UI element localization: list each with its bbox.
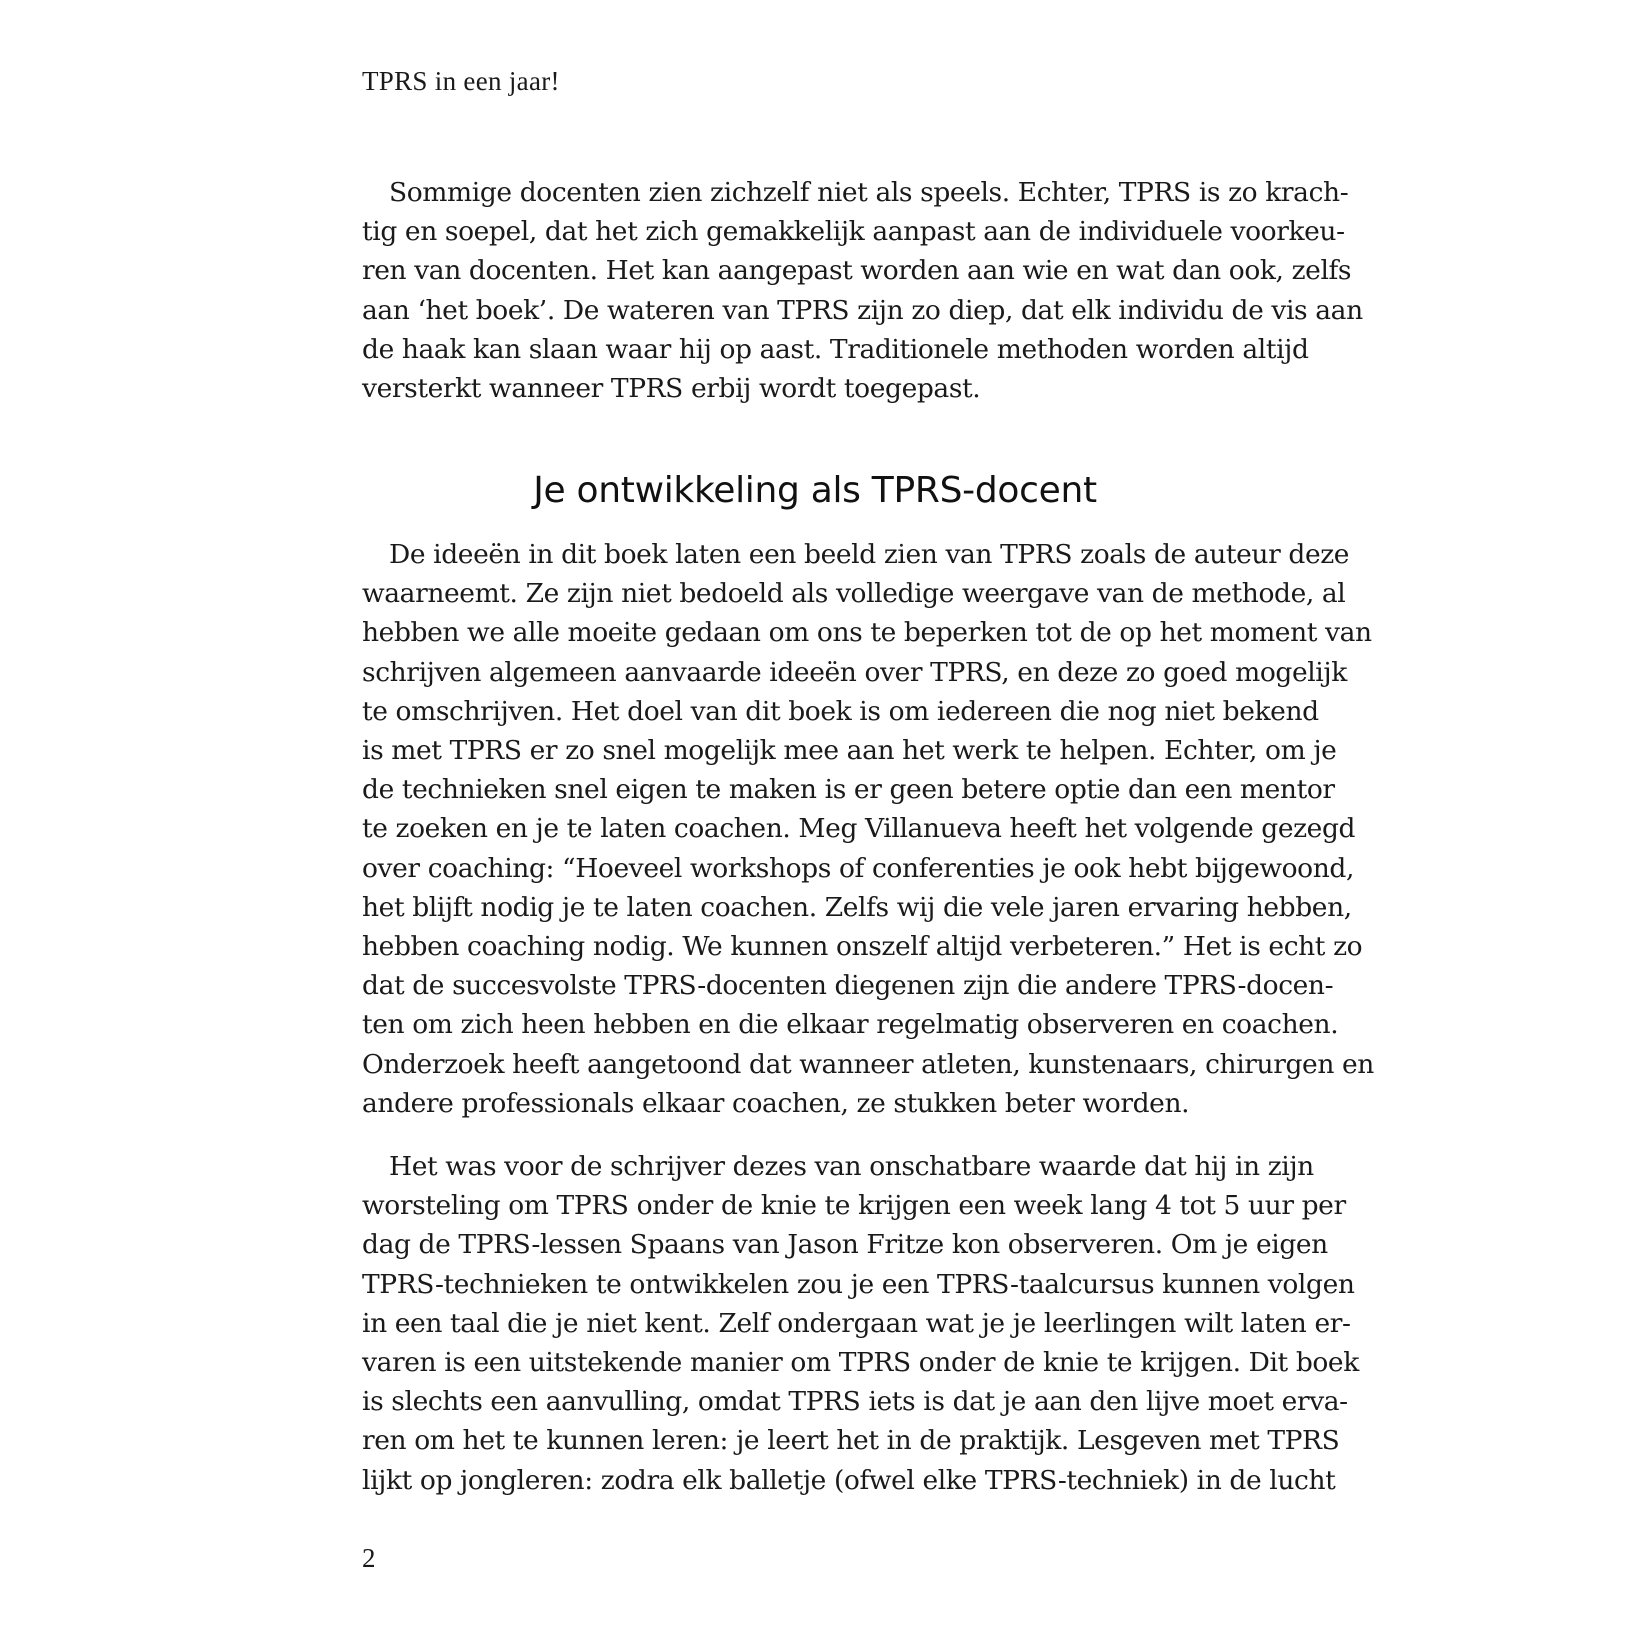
text-line: aan ‘het boek’. De wateren van TPRS zijn zo diep, dat elk individu de vis aan xyxy=(362,294,1363,326)
text-line: dag de TPRS-lessen Spaans van Jason Fritze kon observeren. Om je eigen xyxy=(362,1229,1328,1261)
text-line: versterkt wanneer TPRS erbij wordt toegepast. xyxy=(362,373,981,405)
text-line: lijkt op jongleren: zodra elk balletje (ofwel elke TPRS-techniek) in de lucht xyxy=(362,1464,1336,1496)
text-line: schrijven algemeen aanvaarde ideeën over TPRS, en deze zo goed mogelijk xyxy=(362,656,1347,688)
text-line: is met TPRS er zo snel mogelijk mee aan het werk te helpen. Echter, om je xyxy=(362,735,1337,767)
text-line: Het was voor de schrijver dezes van onschatbare waarde dat hij in zijn xyxy=(389,1151,1314,1182)
text-line: de haak kan slaan waar hij op aast. Traditionele methoden worden altijd xyxy=(362,333,1309,365)
text-line: varen is een uitstekende manier om TPRS onder de knie te krijgen. Dit boek xyxy=(362,1347,1359,1379)
text-line: hebben coaching nodig. We kunnen onszelf altijd verbeteren.” Het is echt zo xyxy=(362,931,1363,963)
text-line: ren om het te kunnen leren: je leert het in de praktijk. Lesgeven met TPRS xyxy=(362,1425,1340,1457)
text-line: in een taal die je niet kent. Zelf ondergaan wat je je leerlingen wilt laten er- xyxy=(362,1307,1351,1339)
section-heading: Je ontwikkeling als TPRS-docent xyxy=(533,470,1097,511)
text-line: over coaching: “Hoeveel workshops of conferenties je ook hebt bijgewoond, xyxy=(362,852,1354,884)
running-header: TPRS in een jaar! xyxy=(362,66,560,96)
paragraph-experience xyxy=(362,1147,1359,1500)
text-line: tig en soepel, dat het zich gemakkelijk aanpast aan de individuele voorkeu- xyxy=(362,216,1345,248)
paragraph-intro xyxy=(362,173,1363,408)
text-line: ren van docenten. Het kan aangepast worden aan wie en wat dan ook, zelfs xyxy=(362,255,1352,287)
page-number: 2 xyxy=(362,1543,376,1573)
text-line: dat de succesvolste TPRS-docenten diegenen zijn die andere TPRS-docen- xyxy=(362,970,1334,1002)
text-line: Onderzoek heeft aangetoond dat wanneer atleten, kunstenaars, chirurgen en xyxy=(362,1048,1374,1080)
text-line: waarneemt. Ze zijn niet bedoeld als volledige weergave van de methode, al xyxy=(362,578,1346,610)
text-line: het blijft nodig je te laten coachen. Zelfs wij die vele jaren ervaring hebben, xyxy=(362,891,1352,923)
text-line: worsteling om TPRS onder de knie te krijgen een week lang 4 tot 5 uur per xyxy=(362,1190,1346,1222)
text-line: te zoeken en je te laten coachen. Meg Villanueva heeft het volgende gezegd xyxy=(362,813,1356,845)
text-line: De ideeën in dit boek laten een beeld zien van TPRS zoals de auteur deze xyxy=(389,539,1350,570)
paragraph-development xyxy=(362,535,1374,1123)
text-line: andere professionals elkaar coachen, ze stukken beter worden. xyxy=(362,1087,1190,1119)
text-line: de technieken snel eigen te maken is er geen betere optie dan een mentor xyxy=(362,774,1335,806)
text-line: Sommige docenten zien zichzelf niet als speels. Echter, TPRS is zo krach- xyxy=(389,177,1349,208)
text-line: ten om zich heen hebben en die elkaar regelmatig observeren en coachen. xyxy=(362,1009,1339,1041)
text-line: TPRS-technieken te ontwikkelen zou je een TPRS-taalcursus kunnen volgen xyxy=(362,1268,1355,1300)
text-line: hebben we alle moeite gedaan om ons te beperken tot de op het moment van xyxy=(362,617,1372,649)
text-line: te omschrijven. Het doel van dit boek is om iedereen die nog niet bekend xyxy=(362,695,1319,727)
text-line: is slechts een aanvulling, omdat TPRS iets is dat je aan den lijve moet erva- xyxy=(362,1386,1348,1418)
